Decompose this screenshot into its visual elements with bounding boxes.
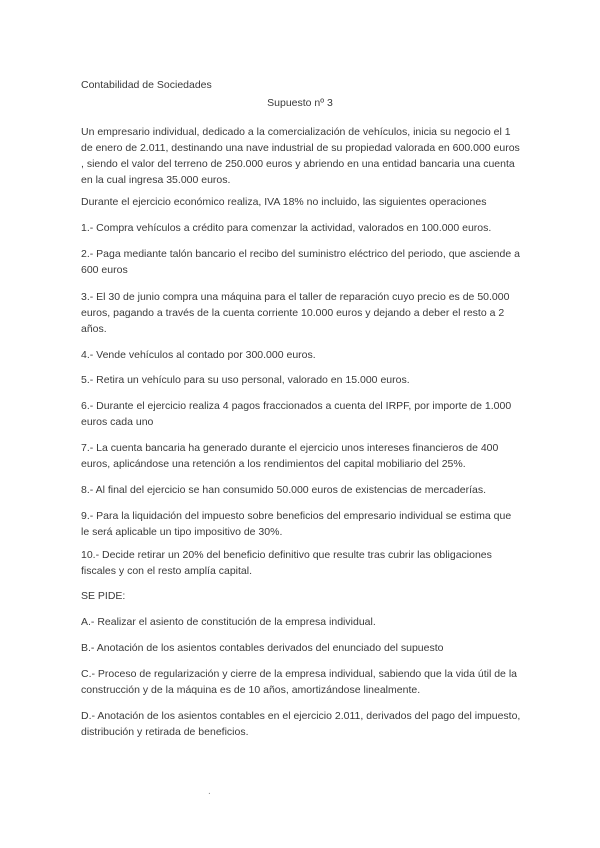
intro-paragraph: Un empresario individual, dedicado a la comercialización de vehículos, inicia su negocio el 1 de enero de 2.011, destinando una nave industrial de su propiedad valorada en 600.000 euros , siendo el valor del terreno de 250.000 euros y abriendo en una entidad bancaria una cuenta en la cual ingresa 35.000 euros. <box>81 126 520 186</box>
request-item: D.- Anotación de los asientos contables en el ejercicio 2.011, derivados del pago del impuesto, distribución y retirada de beneficios. <box>81 710 521 738</box>
document-title: Supuesto nº 3 <box>267 97 333 109</box>
request-heading: SE PIDE: <box>81 590 126 602</box>
operation-item: 6.- Durante el ejercicio realiza 4 pagos fraccionados a cuenta del IRPF, por importe de 1.000 euros cada uno <box>81 400 512 428</box>
footer-mark: . <box>208 786 211 797</box>
operation-item: 5.- Retira un vehículo para su uso personal, valorado en 15.000 euros. <box>81 374 410 386</box>
operations-lead: Durante el ejercicio económico realiza, IVA 18% no incluido, las siguientes operaciones <box>81 196 487 208</box>
operation-item: 7.- La cuenta bancaria ha generado durante el ejercicio unos intereses financieros de 400 euros, aplicándose una retención a los rendimientos del capital mobiliario del 25%. <box>81 442 499 470</box>
request-item: B.- Anotación de los asientos contables derivados del enunciado del supuesto <box>81 642 444 654</box>
operation-item: 2.- Paga mediante talón bancario el recibo del suministro eléctrico del periodo, que asciende a 600 euros <box>81 248 520 276</box>
operation-item: 8.- Al final del ejercicio se han consumido 50.000 euros de existencias de mercaderías. <box>81 484 487 496</box>
request-item: A.- Realizar el asiento de constitución de la empresa individual. <box>81 616 376 628</box>
operation-item: 3.- El 30 de junio compra una máquina para el taller de reparación cuyo precio es de 50.000 euros, pagando a través de la cuenta corriente 10.000 euros y dejando a deber el resto a 2 años. <box>81 291 510 335</box>
document-header: Contabilidad de Sociedades <box>81 79 212 91</box>
operation-item: 1.- Compra vehículos a crédito para comenzar la actividad, valorados en 100.000 euros. <box>81 222 492 234</box>
operation-item: 9.- Para la liquidación del impuesto sobre beneficios del empresario individual se estima que le será aplicable un tipo impositivo de 30%. <box>81 510 512 538</box>
operation-item: 10.- Decide retirar un 20% del beneficio definitivo que resulte tras cubrir las obligaciones fiscales y con el resto amplía capital. <box>81 549 492 577</box>
request-item: C.- Proceso de regularización y cierre de la empresa individual, sabiendo que la vida útil de la construcción y de la máquina es de 10 años, amortizándose linealmente. <box>81 668 517 696</box>
operation-item: 4.- Vende vehículos al contado por 300.000 euros. <box>81 349 316 361</box>
